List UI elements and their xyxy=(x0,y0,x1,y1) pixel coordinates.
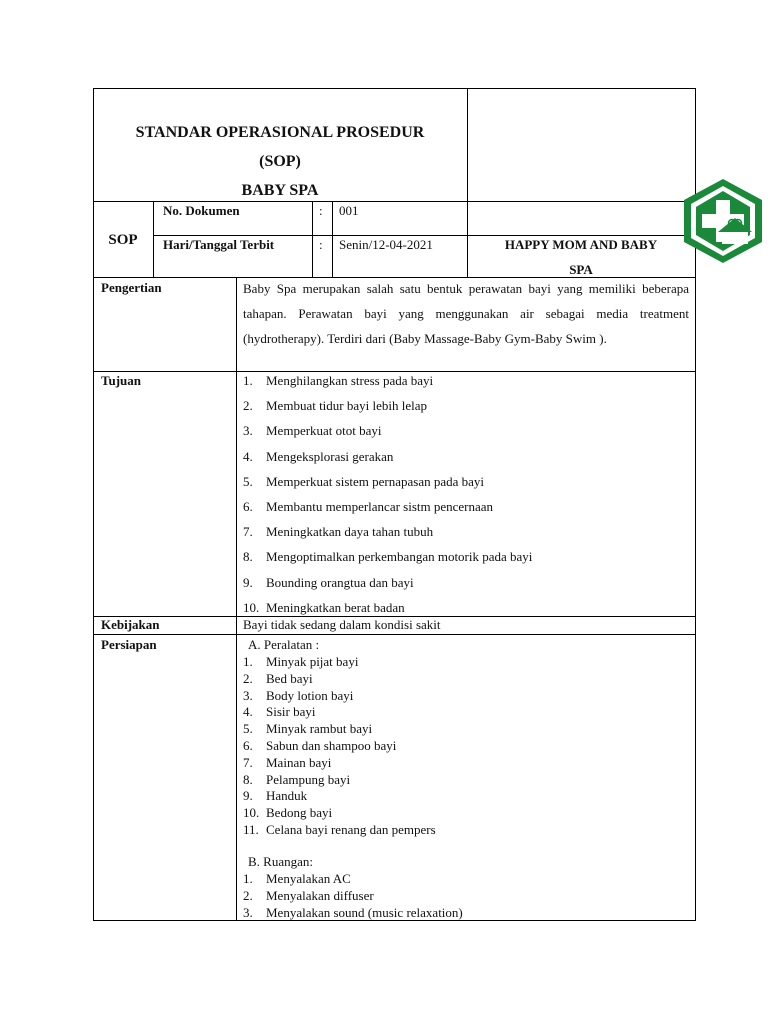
list-item-text: Memperkuat sistem pernapasan pada bayi xyxy=(266,473,485,489)
ruangan-list xyxy=(241,871,463,921)
list-item xyxy=(241,524,532,549)
no-dokumen-label: No. Dokumen xyxy=(163,203,240,218)
list-item-number: 1. xyxy=(243,654,253,669)
list-item-text: Menyalakan AC xyxy=(266,871,351,886)
tanggal-terbit-label: Hari/Tanggal Terbit xyxy=(163,237,275,252)
list-item xyxy=(241,755,436,772)
list-item-number: 11. xyxy=(243,821,259,837)
list-item xyxy=(241,671,436,688)
list-item-number: 6. xyxy=(243,737,253,753)
list-item-text: Pelampung bayi xyxy=(266,771,351,787)
list-item-number: 8. xyxy=(243,549,253,565)
list-item-text: Menghilangkan stress pada bayi xyxy=(266,373,434,388)
colon-divider-left xyxy=(312,201,313,277)
list-item-number: 7. xyxy=(243,524,253,540)
list-item-number: 8. xyxy=(243,771,253,787)
list-item xyxy=(241,654,436,671)
list-item-text: Bed bayi xyxy=(266,670,313,686)
list-item-number: 1. xyxy=(243,373,253,388)
list-item xyxy=(241,905,463,922)
list-item-number: 4. xyxy=(243,448,253,464)
list-item-text: Minyak pijat bayi xyxy=(266,654,359,669)
list-item-text: Memperkuat otot bayi xyxy=(266,423,382,439)
org-name-line1: HAPPY MOM AND BABY xyxy=(504,237,658,252)
list-item xyxy=(241,871,463,888)
list-item-text: Bedong bayi xyxy=(266,805,333,821)
list-item-text: Meningkatkan daya tahan tubuh xyxy=(266,524,434,540)
list-item-text: Minyak rambut bayi xyxy=(266,721,373,737)
list-item-number: 2. xyxy=(243,887,253,903)
list-item-text: Body lotion bayi xyxy=(266,687,354,703)
list-item xyxy=(241,499,532,524)
list-item xyxy=(241,721,436,738)
list-item xyxy=(241,788,436,805)
list-item-number: 9. xyxy=(243,574,253,590)
peralatan-heading: A. Peralatan : xyxy=(248,637,320,652)
ruangan-heading: B. Ruangan: xyxy=(248,854,313,869)
list-item-text: Menyalakan diffuser xyxy=(266,887,374,903)
row-divider-tujuan xyxy=(93,371,696,372)
list-item-number: 1. xyxy=(243,871,253,886)
list-item-number: 3. xyxy=(243,904,253,920)
list-item xyxy=(241,575,532,600)
list-item xyxy=(241,549,532,574)
pengertian-label: Pengertian xyxy=(101,280,162,295)
sop-divider xyxy=(153,201,154,277)
kebijakan-text: Bayi tidak sedang dalam kondisi sakit xyxy=(243,617,441,632)
table-border-left xyxy=(93,88,94,920)
no-dokumen-value: 001 xyxy=(339,203,359,218)
label-column-divider xyxy=(236,277,237,920)
list-item-text: Meningkatkan berat badan xyxy=(266,599,405,615)
list-item xyxy=(241,474,532,499)
kebijakan-label: Kebijakan xyxy=(101,617,160,632)
doc-title-line3: BABY SPA xyxy=(241,182,319,199)
header-title-bottom xyxy=(93,201,696,202)
list-item-number: 5. xyxy=(243,473,253,489)
list-item xyxy=(241,822,436,839)
tujuan-list xyxy=(241,373,532,625)
list-item-number: 7. xyxy=(243,754,253,770)
colon-divider-right xyxy=(332,201,333,277)
list-item-number: 10. xyxy=(243,805,260,821)
meta-row-divider xyxy=(153,235,696,236)
list-item xyxy=(241,805,436,822)
list-item-number: 6. xyxy=(243,498,253,514)
doc-title-line1: STANDAR OPERASIONAL PROSEDUR xyxy=(135,124,425,141)
peralatan-list xyxy=(241,654,436,839)
list-item-text: Mengoptimalkan perkembangan motorik pada bayi xyxy=(266,549,533,565)
tanggal-terbit-colon: : xyxy=(319,237,323,252)
pengertian-text: Baby Spa merupakan salah satu bentuk perawatan bayi yang memiliki beberapa tahapan. Perawatan bayi yang menggunakan air sebagai media treatment (hydrotherapy). Terdiri dari (Baby Massage-Baby Gym-Baby Swim ). xyxy=(243,281,689,346)
list-item-text: Sabun dan shampoo bayi xyxy=(266,737,397,753)
list-item-text: Celana bayi renang dan pempers xyxy=(266,821,436,837)
sop-label: SOP xyxy=(108,232,138,248)
list-item xyxy=(241,738,436,755)
list-item-number: 10. xyxy=(243,599,260,615)
list-item-text: Mengeksplorasi gerakan xyxy=(266,448,394,464)
list-item-text: Sisir bayi xyxy=(266,704,316,720)
list-item-number: 2. xyxy=(243,398,253,414)
list-item-number: 3. xyxy=(243,687,253,703)
list-item-text: Membuat tidur bayi lebih lelap xyxy=(266,398,428,414)
tanggal-terbit-value: Senin/12-04-2021 xyxy=(339,237,433,252)
list-item xyxy=(241,772,436,789)
list-item-text: Membantu memperlancar sistm pencernaan xyxy=(266,498,494,514)
no-dokumen-colon: : xyxy=(319,203,323,218)
row-divider-persiapan xyxy=(93,634,696,635)
list-item-text: Handuk xyxy=(266,788,308,804)
org-name-line2: SPA xyxy=(569,262,593,277)
persiapan-label: Persiapan xyxy=(101,637,157,652)
list-item-number: 9. xyxy=(243,788,253,804)
list-item-number: 5. xyxy=(243,721,253,737)
list-item-number: 4. xyxy=(243,704,253,720)
table-border-top xyxy=(93,88,696,89)
list-item xyxy=(241,398,532,423)
green-cross-logo-icon xyxy=(680,176,766,266)
list-item xyxy=(241,449,532,474)
list-item-number: 3. xyxy=(243,423,253,439)
tujuan-label: Tujuan xyxy=(101,373,141,388)
list-item xyxy=(241,373,532,398)
list-item-text: Menyalakan sound (music relaxation) xyxy=(266,904,463,920)
list-item xyxy=(241,423,532,448)
list-item-text: Mainan bayi xyxy=(266,754,332,770)
list-item-number: 2. xyxy=(243,670,253,686)
doc-title-line2: (SOP) xyxy=(259,153,301,170)
list-item-text: Bounding orangtua dan bayi xyxy=(266,574,414,590)
list-item xyxy=(241,888,463,905)
list-item xyxy=(241,688,436,705)
list-item xyxy=(241,704,436,721)
